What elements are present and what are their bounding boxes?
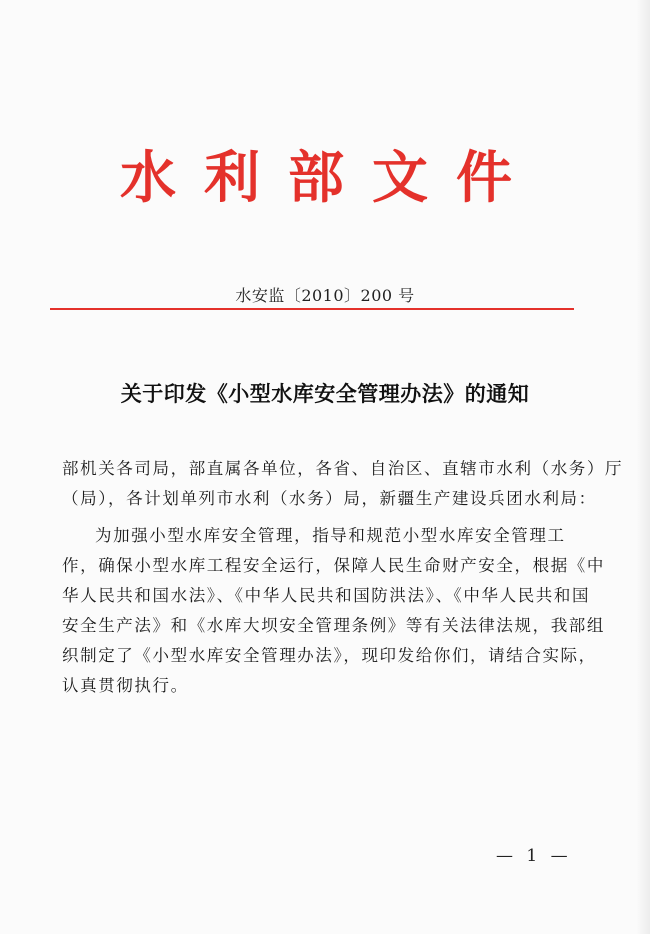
notice-title: 关于印发《小型水库安全管理办法》的通知 [120, 382, 530, 406]
addressee-line: 部机关各司局，部直属各单位，各省、自治区、直辖市水利（水务）厅 [62, 459, 624, 478]
body-line: 认真贯彻执行。 [62, 676, 189, 695]
page-number: — 1 — [496, 846, 572, 866]
document-number: 水安监〔2010〕200 号 [235, 286, 415, 305]
body-line: 安全生产法》和《水库大坝安全管理条例》等有关法律法规，我部组 [62, 616, 605, 635]
body-line: 作，确保小型水库工程安全运行，保障人民生命财产安全，根据《中 [62, 556, 605, 575]
addressee-block [62, 454, 624, 514]
addressee-line: （局），各计划单列市水利（水务）局，新疆生产建设兵团水利局： [62, 489, 597, 508]
body-paragraph [62, 521, 605, 701]
red-separator-line [50, 308, 574, 310]
body-line: 织制定了《小型水库安全管理办法》，现印发给你们，请结合实际， [62, 646, 597, 665]
document-header-title: 水利部文件 [120, 145, 540, 211]
body-line: 华人民共和国水法》、《中华人民共和国防洪法》、《中华人民共和国 [62, 586, 591, 605]
body-line: 为加强小型水库安全管理，指导和规范小型水库安全管理工 [95, 526, 566, 545]
